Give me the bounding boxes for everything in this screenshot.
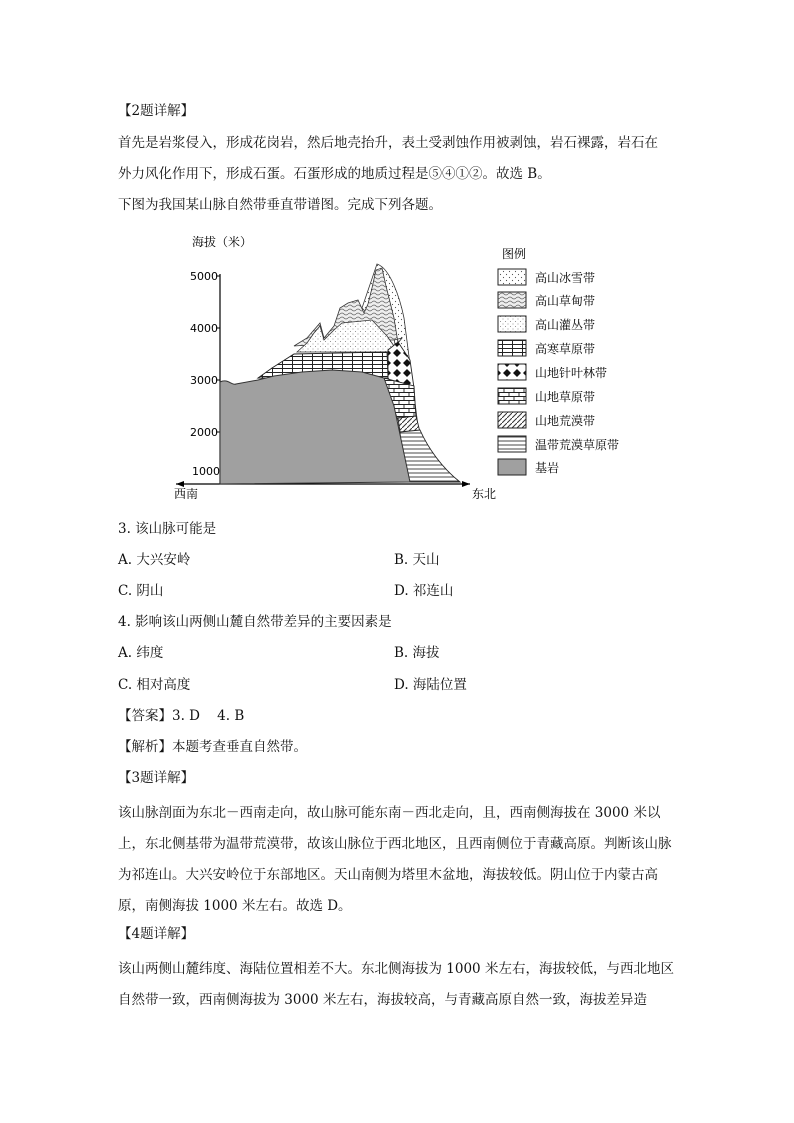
y-tick-label-4000: 4000 xyxy=(190,322,218,335)
legend-swatch-mountain-steppe xyxy=(498,388,526,404)
q3-option-c: C. 阴山 xyxy=(118,583,164,599)
legend-swatch-snow xyxy=(498,269,526,285)
q3-detail-text: 该山脉剖面为东北－西南走向，故山脉可能东南－西北走向，且，西南侧海拔在 3000 米以上，东北侧基带为温带荒漠带，故该山脉位于西北地区，且西南侧位于青藏高原。判断该山脉为祁连山。大兴安岭位于东部地区。天山南侧为塔里木盆地，海拔较低。阴山位于内蒙古高原，南侧海拔 1000 米左右。故选 D。 xyxy=(118,805,672,914)
q4-option-b: B. 海拔 xyxy=(394,645,440,661)
legend-label-mountain-steppe: 山地草原带 xyxy=(535,390,596,404)
legend-title: 图例 xyxy=(502,247,527,261)
q3-option-a: A. 大兴安岭 xyxy=(118,552,191,568)
legend-swatch-bedrock xyxy=(498,459,526,475)
y-axis-title: 海拔（米） xyxy=(192,235,253,249)
q3-option-b: B. 天山 xyxy=(394,552,440,568)
legend-label-alpine-steppe: 高寒草原带 xyxy=(535,342,596,356)
legend-label-desert: 山地荒漠带 xyxy=(535,414,596,428)
y-tick-label-1000: 1000 xyxy=(192,465,220,478)
q3-option-d: D. 祁连山 xyxy=(394,583,454,599)
mountain-desert-zone xyxy=(398,416,420,432)
legend-swatch-conifer xyxy=(498,364,526,380)
q4-option-a: A. 纬度 xyxy=(118,645,164,661)
q2-text-line-2: 外力风化作用下，形成石蛋。石蛋形成的地质过程是⑤④①②。故选 B。 xyxy=(118,166,551,182)
analysis-line: 【解析】本题考查垂直自然带。 xyxy=(118,739,307,755)
q4-detail-text: 该山两侧山麓纬度、海陆位置相差不大。东北侧海拔为 1000 米左右，海拔较低，与西北地区自然带一致，西南侧海拔为 3000 米左右，海拔较高，与青藏高原自然一致，海拔差异造 xyxy=(118,961,674,1008)
legend-label-meadow: 高山草甸带 xyxy=(535,294,596,308)
y-tick-label-3000: 3000 xyxy=(190,374,218,387)
q2-heading: 【2题详解】 xyxy=(118,103,195,119)
west-south-label: 西南 xyxy=(174,487,199,501)
q4-option-d: D. 海陆位置 xyxy=(394,677,467,693)
bedrock xyxy=(220,370,410,484)
legend-label-shrub: 高山灌丛带 xyxy=(535,318,596,332)
legend-swatch-shrub xyxy=(498,316,526,332)
q3-stem: 3. 该山脉可能是 xyxy=(118,521,217,537)
intro-text: 下图为我国某山脉自然带垂直带谱图。完成下列各题。 xyxy=(118,197,442,213)
q3-detail-heading: 【3题详解】 xyxy=(118,770,195,786)
legend-swatch-alpine-steppe xyxy=(498,340,526,356)
legend-label-snow: 高山冰雪带 xyxy=(535,271,596,285)
legend-label-bedrock: 基岩 xyxy=(535,461,560,475)
vertical-zonation-diagram xyxy=(172,228,632,503)
y-tick-label-5000: 5000 xyxy=(190,270,218,283)
y-tick-label-2000: 2000 xyxy=(190,426,218,439)
q4-stem: 4. 影响该山两侧山麓自然带差异的主要因素是 xyxy=(118,614,392,630)
q2-text-line-1: 首先是岩浆侵入，形成花岗岩，然后地壳抬升，表土受剥蚀作用被剥蚀，岩石裸露，岩石在 xyxy=(118,135,658,151)
legend-swatch-desert xyxy=(498,412,526,428)
legend-label-conifer: 山地针叶林带 xyxy=(535,366,608,380)
x-axis-arrow-right xyxy=(462,481,470,487)
legend-swatch-meadow xyxy=(498,292,526,308)
north-east-label: 东北 xyxy=(472,487,497,501)
answer-line: 【答案】3. D 4. B xyxy=(118,708,245,724)
legend-swatch-desert-steppe xyxy=(498,436,526,452)
temperate-desert-steppe-zone xyxy=(400,430,460,482)
legend-label-desert-steppe: 温带荒漠草原带 xyxy=(535,438,620,452)
q4-option-c: C. 相对高度 xyxy=(118,677,191,693)
vertical-zonation-figure xyxy=(172,228,632,503)
legend xyxy=(498,269,619,475)
q4-detail-heading: 【4题详解】 xyxy=(118,926,195,942)
